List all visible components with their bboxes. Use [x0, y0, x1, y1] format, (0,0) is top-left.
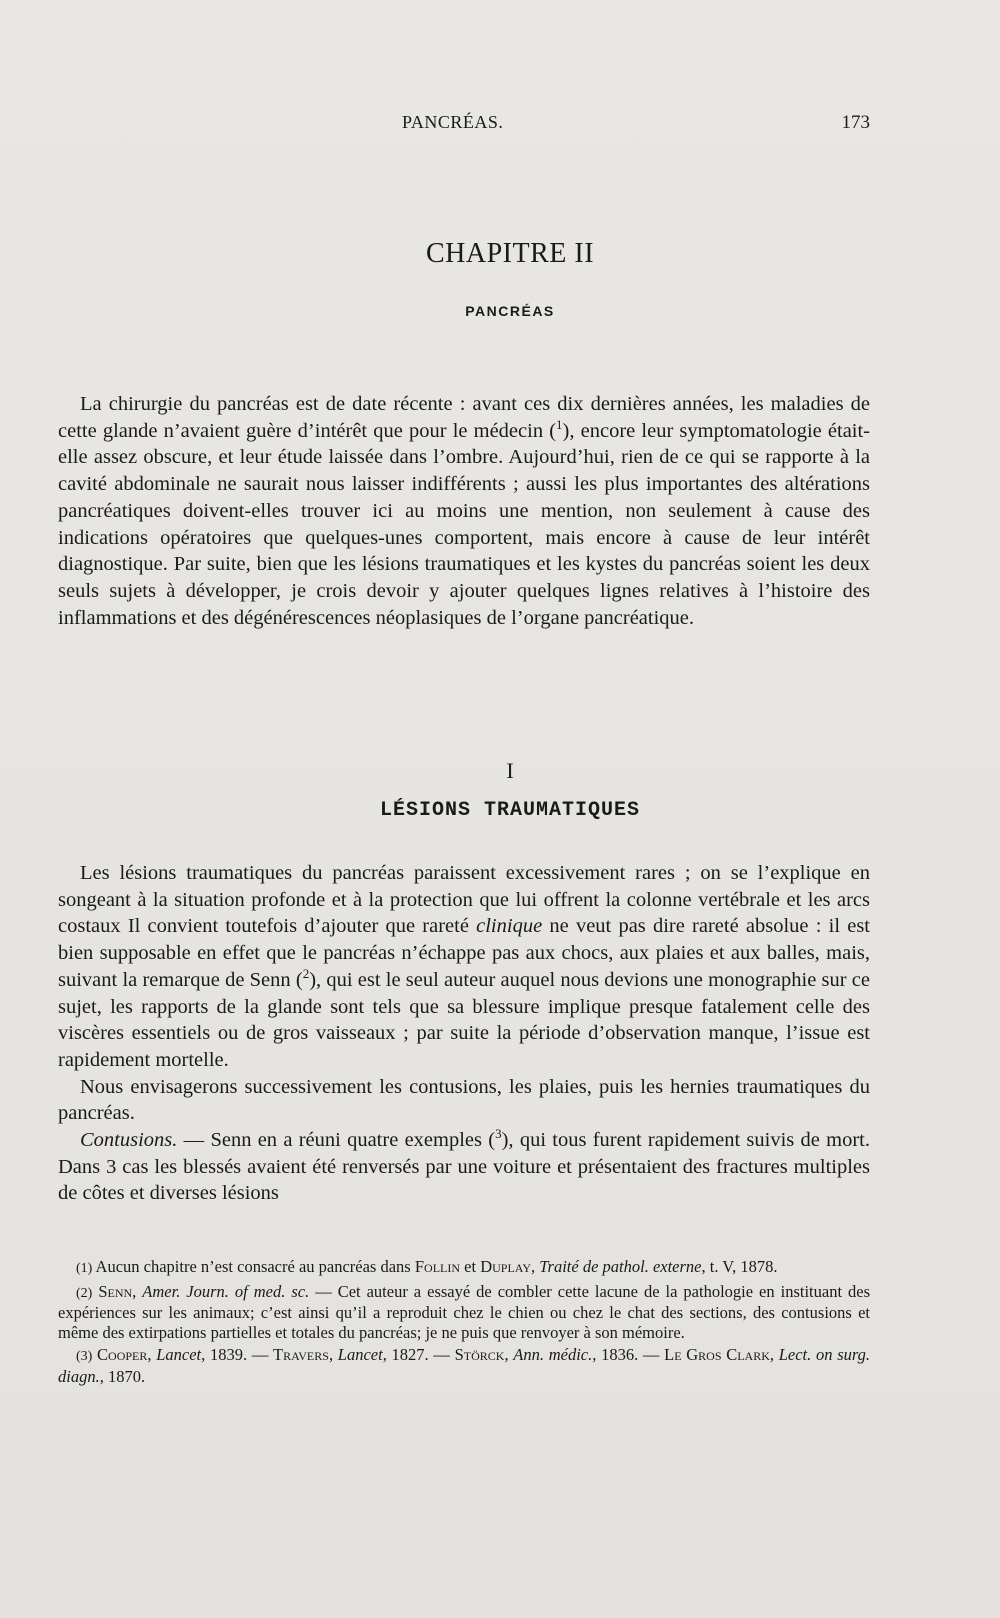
footnote-2-text: — Cet auteur a essayé de combler cette lacune de la pathologie en instituant des expériences sur les animaux; c’est ainsi qu’il a reproduit chez le chien ou chez le chat des sections, des contusions et même des extirpations partielles et totales du pancréas; je ne puis que renvoyer à son mémoire. — [58, 1281, 871, 1342]
body-p1-emphasis: clinique — [476, 915, 543, 938]
running-head — [62, 112, 870, 138]
footnote-3-author-4: Le Gros Clark — [664, 1345, 770, 1364]
contusions-label: Contusions. — [80, 1129, 178, 1152]
footnote-3 — [58, 1345, 870, 1386]
footnote-1-text: Aucun chapitre n’est consacré au pancréas dans — [92, 1257, 415, 1276]
footnote-1-author-1: Follin — [414, 1257, 461, 1276]
footnote-3-journal-1: Lancet — [156, 1345, 202, 1364]
footnote-1-title: Traité de pathol. externe — [539, 1257, 702, 1276]
footnote-3-sep-1: , — [147, 1345, 157, 1364]
page-number: 173 — [841, 112, 870, 133]
body-paragraph-1 — [58, 860, 870, 1074]
footnote-3-journal-2: Lancet — [337, 1345, 383, 1364]
chapter-subtitle: PANCRÉAS — [465, 303, 555, 319]
body-p1-text-2: ne veut pas dire rareté absolue : il est bien supposable en effet que le pancréas n’échappe pas aux chocs, aux plaies et aux balles, mais, suivant la remarque de Senn ( — [58, 915, 870, 991]
intro-text-1: La chirurgie du pancréas est de date récente : avant ces dix dernières années, les maladies de cette glande n’avaient guère d’intérêt que pour le médecin ( — [58, 393, 870, 442]
footnote-3-sep-6: , 1836. — — [592, 1345, 665, 1364]
footnote-2 — [58, 1282, 870, 1343]
running-title: PANCRÉAS. — [402, 112, 504, 132]
footnote-3-sep-7: , — [769, 1345, 779, 1364]
footnote-2-mark: (2) — [76, 1285, 93, 1301]
body-paragraph-3 — [58, 1127, 870, 1207]
footnote-3-author-3: Störck — [454, 1345, 505, 1364]
footnote-3-sep-4: , 1827. — — [382, 1345, 455, 1364]
footnote-3-sep-5: , — [504, 1345, 514, 1364]
footnote-1-end: , t. V, 1878. — [701, 1257, 778, 1276]
footnote-1-joiner: et — [460, 1257, 481, 1276]
section-title: LÉSIONS TRAUMATIQUES — [379, 799, 641, 822]
footnote-3-sep-3: , — [328, 1345, 338, 1364]
intro-paragraph — [58, 391, 870, 631]
body-p1-text-3: ), qui est le seul auteur auquel nous devions une monographie sur ce sujet, les rapports de la glande sont tels que sa blessure implique presque fatalement celle des viscères essentiels ou de gros vaisseaux ; par suite la période d’observation manque, l’issue est rapidement mortelle. — [58, 968, 870, 1071]
footnote-3-mark: (3) — [76, 1349, 93, 1364]
footnote-1 — [58, 1257, 870, 1279]
intro-section — [58, 391, 870, 631]
footnote-ref-3: 3 — [495, 1126, 502, 1142]
footnote-3-sep-2: , 1839. — — [201, 1345, 274, 1364]
body-p1-text-1: Les lésions traumatiques du pancréas paraissent excessivement rares ; on se l’explique en songeant à la situation profonde et à la protection que lui offrent la colonne vertébrale et les arcs costaux Il convient toutefois d’ajouter que rareté — [58, 862, 870, 938]
body-p3-text-1: — Senn en a réuni quatre exemples ( — [177, 1129, 496, 1152]
footnote-1-sep: , — [531, 1257, 540, 1276]
footnotes — [58, 1257, 870, 1389]
footnote-1-mark: (1) — [76, 1261, 93, 1276]
footnote-1-author-2: Duplay — [480, 1257, 532, 1276]
body-p3-text-2: ), qui tous furent rapidement suivis de mort. Dans 3 cas les blessés avaient été renversés par une voiture et présentaient des fractures multiples de côtes et diverses lésions — [58, 1129, 870, 1205]
footnote-3-author-2: Travers — [273, 1345, 329, 1364]
body-paragraph-2: Nous envisagerons successivement les contusions, les plaies, puis les hernies traumatiques du pancréas. — [58, 1075, 870, 1125]
section-body — [58, 860, 870, 1207]
footnote-ref-2: 2 — [302, 965, 310, 981]
intro-text-2: ), encore leur symptomatologie était-elle assez obscure, et leur étude laissée dans l’ombre. Aujourd’hui, rien de ce qui se rapporte à la cavité abdominale ne saurait nous laisser indifférents ; aussi les plus importantes des altérations pancréatiques doivent-elles trouver ici au moins une mention, non seulement à cause des indications opératoires que quelques-unes comportent, mais encore à cause de leur intérêt diagnostique. Par suite, bien que les lésions traumatiques et les kystes du pancréas soient les deux seuls sujets à développer, je crois devoir y ajouter quelques lignes relatives à l’histoire des inflammations et des dégénérescences néoplasiques de l’organe pancréatique. — [58, 419, 871, 629]
footnote-3-journal-4: Lect. on surg. diagn. — [58, 1345, 871, 1386]
section-number: I — [506, 758, 514, 783]
footnote-3-journal-3: Ann. médic. — [513, 1345, 593, 1364]
chapter-title: CHAPITRE II — [425, 238, 595, 269]
footnote-2-author: Senn — [92, 1281, 133, 1301]
footnote-ref-1: 1 — [556, 416, 563, 432]
footnote-2-journal: Amer. Journ. of med. sc. — [142, 1281, 310, 1301]
footnote-3-author-1: Cooper — [92, 1345, 148, 1364]
footnote-3-end: , 1870. — [99, 1366, 146, 1386]
footnote-2-sep: , — [132, 1281, 143, 1301]
